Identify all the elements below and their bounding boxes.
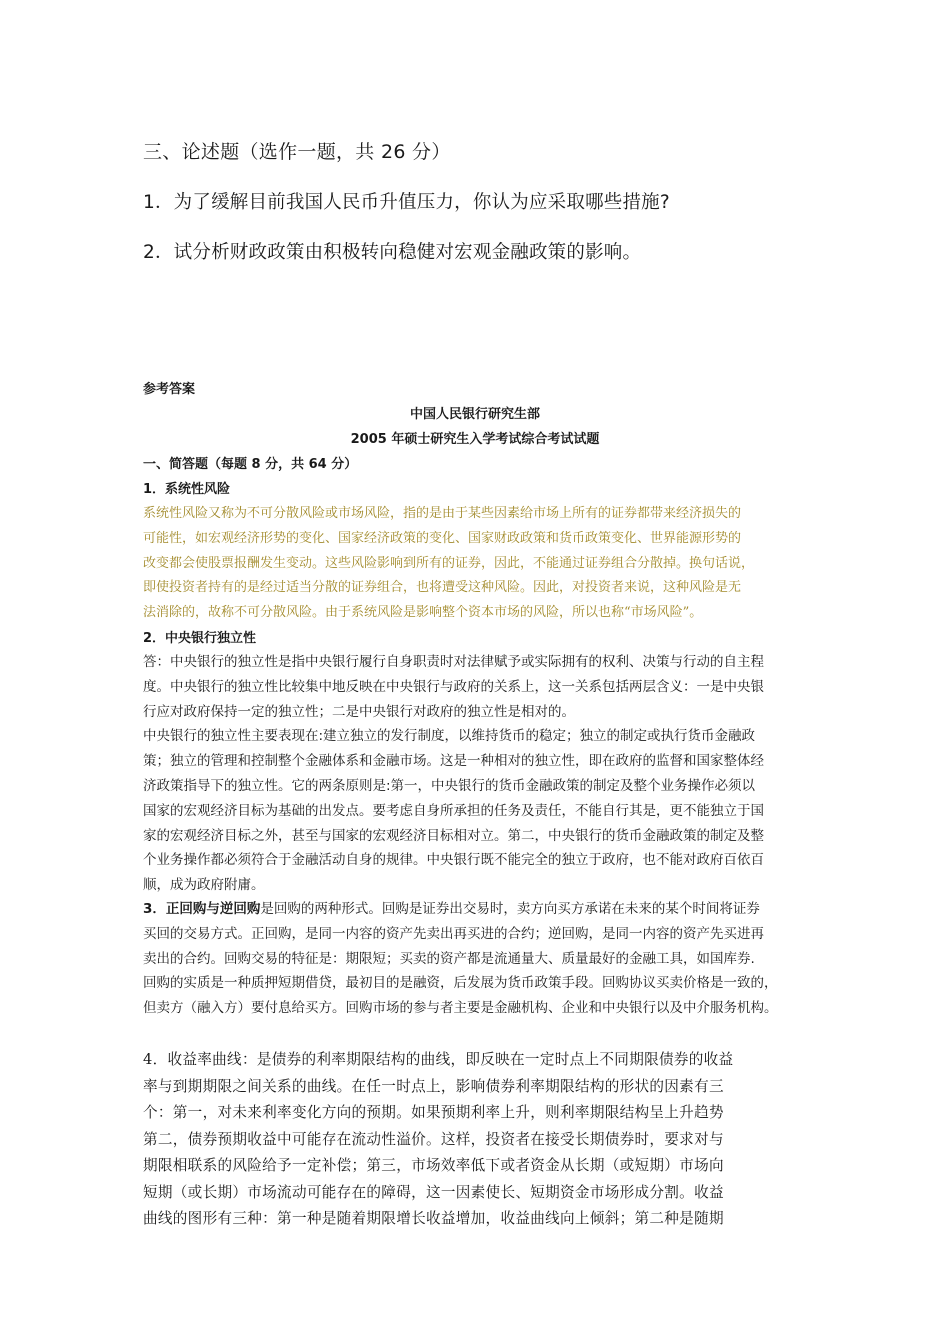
answer-line: 国家的宏观经济目标为基础的出发点。要考虑自身所承担的任务及责任，不能自行其是，更不能独立于国 — [143, 802, 764, 819]
item-3-answer — [143, 897, 815, 1021]
answer-line: 期限相联系的风险给予一定补偿；第三，市场效率低下或者资金从长期（或短期）市场向 — [143, 1157, 724, 1174]
answer-line: 个业务操作都必须符合于金融活动自身的规律。中央银行既不能完全的独立于政府，也不能对政府百依百 — [143, 852, 764, 869]
answer-line: 可能性，如宏观经济形势的变化、国家经济政策的变化、国家财政政策和货币政策变化、世界能源形势的 — [143, 530, 742, 546]
item-2-answer — [143, 650, 815, 898]
answer-line: 短期（或长期）市场流动可能存在的障碍，这一因素使长、短期资金市场形成分割。收益 — [143, 1183, 724, 1201]
answer-line: 法消除的，故称不可分散风险。由于系统风险是影响整个资本市场的风险，所以也称“市场风险”。 — [143, 605, 703, 621]
answer-line: 曲线的图形有三种：第一种是随着期限增长收益增加，收益曲线向上倾斜；第二种是随期 — [143, 1210, 724, 1227]
section-title-short-answer: 一、简答题（每题 8 分，共 64 分） — [143, 457, 358, 472]
essay-question-2: 2．试分析财政政策由积极转向稳健对宏观金融政策的影响。 — [143, 242, 642, 263]
answer-line: 个：第一，对未来利率变化方向的预期。如果预期利率上升，则利率期限结构呈上升趋势 — [143, 1104, 724, 1121]
answer-line: 济政策指导下的独立性。它的两条原则是:第一，中央银行的货币金融政策的制定及整个业务操作必须以 — [143, 777, 756, 794]
answer-line: 回购的实质是一种质押短期借贷，最初目的是融资，后发展为货币政策手段。回购协议买卖价格是一致的， — [143, 975, 778, 992]
answer-line: 答：中央银行的独立性是指中央银行履行自身职责时对法律赋予或实际拥有的权利、决策与行动的自主程 — [143, 654, 764, 670]
answer-line: 4．收益率曲线：是债券的利率期限结构的曲线，即反映在一定时点上不同期限债券的收益 — [143, 1051, 734, 1068]
essay-question-1: 1．为了缓解目前我国人民币升值压力，你认为应采取哪些措施? — [143, 192, 670, 213]
answer-line: 系统性风险又称为不可分散风险或市场风险，指的是由于某些因素给市场上所有的证券都带来经济损失的 — [143, 506, 742, 521]
reference-answer-label: 参考答案 — [143, 382, 196, 397]
item-2-title: 2．中央银行独立性 — [143, 631, 257, 646]
answer-line: 第二，债券预期收益中可能存在流动性溢价。这样，投资者在接受长期债券时，要求对与 — [143, 1130, 724, 1148]
item-3-title: 3．正回购与逆回购 — [143, 901, 261, 917]
answer-line: 买回的交易方式。正回购，是同一内容的资产先卖出再买进的合约；逆回购，是同一内容的资产先买进再 — [143, 925, 764, 942]
answer-line: 率与到期期限之间关系的曲线。在任一时点上，影响债券利率期限结构的形状的因素有三 — [143, 1077, 724, 1095]
answer-line: 度。中央银行的独立性比较集中地反映在中央银行与政府的关系上，这一关系包括两层含义：一是中央银 — [143, 678, 764, 695]
item-1-title: 1．系统性风险 — [143, 482, 231, 497]
answer-line: 策；独立的管理和控制整个金融体系和金融市场。这是一种相对的独立性，即在政府的监督和国家整体经 — [143, 753, 764, 770]
item-1-answer — [143, 502, 815, 626]
answer-line — [143, 897, 815, 922]
item-4-answer — [143, 1047, 815, 1233]
institution-title: 中国人民银行研究生部 — [409, 407, 540, 422]
item-3-first-line: 是回购的两种形式。回购是证券出交易时，卖方向买方承诺在未来的某个时间将证券 — [260, 901, 760, 917]
answer-line: 即使投资者持有的是经过适当分散的证券组合，也将遭受这种风险。因此，对投资者来说，这种风险是无 — [143, 580, 742, 596]
answer-line: 家的宏观经济目标之外，甚至与国家的宏观经济目标相对立。第二，中央银行的货币金融政策的制定及整 — [143, 827, 764, 844]
essay-section-heading: 三、论述题（选作一题，共 26 分） — [143, 141, 451, 163]
answer-line: 中央银行的独立性主要表现在:建立独立的发行制度，以维持货币的稳定；独立的制定或执行货币金融政 — [143, 728, 756, 745]
answer-line: 顺，成为政府附庸。 — [143, 877, 265, 894]
answer-line: 卖出的合约。回购交易的特征是：期限短；买卖的资产都是流通量大、质量最好的金融工具，如国库券. — [143, 950, 755, 967]
answer-line: 但卖方（融入方）要付息给买方。回购市场的参与者主要是金融机构、企业和中央银行以及中介服务机构。 — [143, 1000, 778, 1017]
answer-line: 改变都会使股票报酬发生变动。这些风险影响到所有的证券，因此，不能通过证券组合分散掉。换句话说， — [143, 555, 755, 571]
answer-line: 行应对政府保持一定的独立性；二是中央银行对政府的独立性是相对的。 — [143, 703, 575, 720]
exam-title: 2005 年硕士研究生入学考试综合考试试题 — [350, 432, 600, 447]
